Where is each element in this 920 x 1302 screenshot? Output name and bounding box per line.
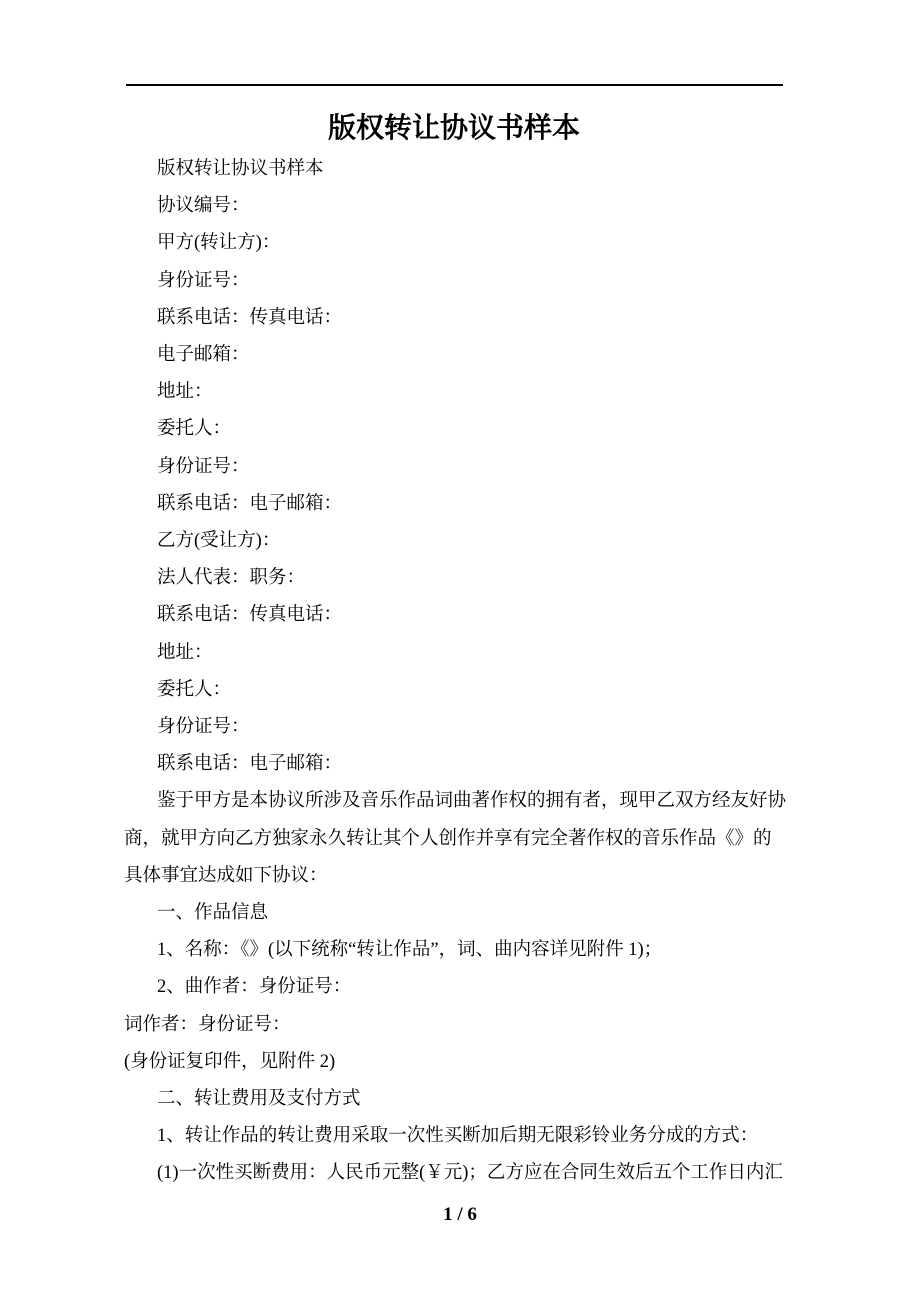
doc-line: 商，就甲方向乙方独家永久转让其个人创作并享有完全著作权的音乐作品《》的 <box>124 828 772 849</box>
doc-line: 二、转让费用及支付方式 <box>157 1089 361 1110</box>
document-body <box>124 0 787 1193</box>
doc-line: 地址： <box>157 382 213 403</box>
doc-line: 甲方(转让方)： <box>157 233 281 254</box>
doc-line: 乙方(受让方)： <box>157 531 281 552</box>
doc-line: 联系电话：传真电话： <box>157 307 343 328</box>
doc-line: 一、作品信息 <box>157 903 269 924</box>
doc-line: 地址： <box>157 642 213 663</box>
doc-line: 联系电话：传真电话： <box>157 605 343 626</box>
doc-line: 1、转让作品的转让费用采取一次性买断加后期无限彩铃业务分成的方式： <box>157 1126 759 1147</box>
doc-line: 联系电话：电子邮箱： <box>157 754 343 775</box>
document-title: 版权转让协议书样本 <box>327 113 580 144</box>
doc-line: 1、名称：《》(以下统称“转让作品”，词、曲内容详见附件 1)； <box>157 940 663 961</box>
doc-line: 身份证号： <box>157 270 250 291</box>
doc-line: 身份证号： <box>157 456 250 477</box>
page-number: 1 / 6 <box>443 1204 477 1225</box>
doc-line: (1)一次性买断费用：人民币元整(￥元)；乙方应在合同生效后五个工作日内汇 <box>157 1163 783 1184</box>
doc-line: 词作者：身份证号： <box>124 1014 291 1035</box>
page-footer <box>0 1203 920 1227</box>
doc-line: 委托人： <box>157 679 232 700</box>
doc-line: 联系电话：电子邮箱： <box>157 493 343 514</box>
doc-line: 协议编号： <box>157 196 250 217</box>
doc-line: 版权转让协议书样本 <box>157 159 324 179</box>
doc-line: 电子邮箱： <box>157 345 250 366</box>
doc-line: (身份证复印件，见附件 2) <box>124 1051 336 1072</box>
doc-line: 身份证号： <box>157 717 250 738</box>
doc-line: 鉴于甲方是本协议所涉及音乐作品词曲著作权的拥有者，现甲乙双方经友好协 <box>157 791 787 812</box>
doc-line: 法人代表：职务： <box>157 568 306 589</box>
doc-line: 具体事宜达成如下协议： <box>124 865 328 886</box>
doc-line: 委托人： <box>157 419 232 440</box>
doc-line: 2、曲作者：身份证号： <box>157 977 352 998</box>
